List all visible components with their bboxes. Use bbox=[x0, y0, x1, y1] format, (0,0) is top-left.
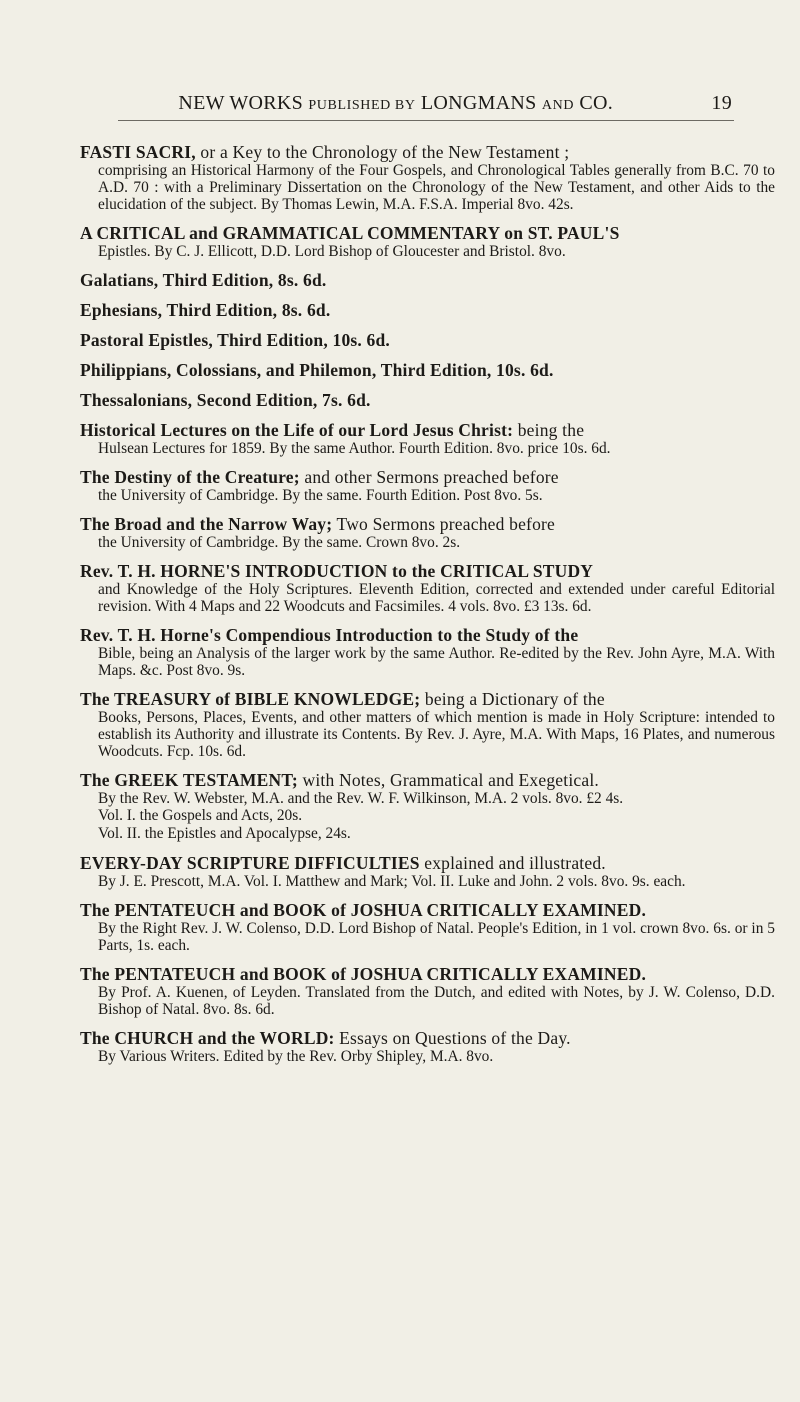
entry-body: By Various Writers. Edited by the Rev. Orby Shipley, M.A. 8vo. bbox=[98, 1048, 494, 1065]
catalogue-entry bbox=[80, 1028, 775, 1065]
catalogue-entry bbox=[80, 223, 775, 260]
running-head bbox=[120, 92, 732, 115]
entry-body: Bible, being an Analysis of the larger work by the same Author. Re-edited by the Rev. John Ayre, M.A. With Maps. &c. Post 8vo. 9s. bbox=[98, 645, 775, 679]
entry-body: the University of Cambridge. By the same. Crown 8vo. 2s. bbox=[98, 534, 461, 551]
entry-heading-rest: Essays on Questions of the Day. bbox=[334, 1028, 571, 1048]
entry-heading: Philippians, Colossians, and Philemon, Third Edition, 10s. 6d. bbox=[80, 360, 554, 380]
entry-body: comprising an Historical Harmony of the Four Gospels, and Chronological Tables generally from B.C. 70 to A.D. 70 : with a Preliminary Dissertation on the Chronology of the New Testament, and other Aids to the elucidation of the subject. By Thomas Lewin, M.A. F.S.A. Imperial 8vo. 42s. bbox=[98, 162, 775, 213]
entry-heading: Galatians, Third Edition, 8s. 6d. bbox=[80, 270, 327, 290]
entry-heading: Thessalonians, Second Edition, 7s. 6d. bbox=[80, 390, 371, 410]
catalogue-entry bbox=[80, 330, 775, 350]
volume-line: Vol. I. the Gospels and Acts, 20s. bbox=[98, 807, 303, 824]
catalogue-entry bbox=[80, 270, 775, 290]
entry-heading-rest: being the bbox=[513, 420, 585, 440]
entry-heading: The TREASURY of BIBLE KNOWLEDGE; bbox=[80, 689, 421, 709]
entry-heading-rest: with Notes, Grammatical and Exegetical. bbox=[297, 770, 599, 790]
entry-heading: The Broad and the Narrow Way; bbox=[80, 514, 333, 534]
catalogue-entry bbox=[80, 900, 775, 954]
entry-heading: Ephesians, Third Edition, 8s. 6d. bbox=[80, 300, 331, 320]
entry-body: and Knowledge of the Holy Scriptures. Eleventh Edition, corrected and extended under careful Editorial revision. With 4 Maps and 22 Woodcuts and Facsimiles. 4 vols. 8vo. £3 13s. 6d. bbox=[98, 581, 775, 615]
entry-heading: The CHURCH and the WORLD: bbox=[80, 1028, 335, 1048]
catalogue-entries bbox=[80, 142, 775, 1075]
entry-heading: The PENTATEUCH and BOOK of JOSHUA CRITICALLY EXAMINED. bbox=[80, 900, 647, 920]
catalogue-entry bbox=[80, 964, 775, 1018]
running-head-title: NEW WORKS PUBLISHED BY LONGMANS AND CO. bbox=[178, 92, 614, 114]
catalogue-entry bbox=[80, 561, 775, 615]
catalogue-entry bbox=[80, 142, 775, 213]
catalogue-entry bbox=[80, 300, 775, 320]
entry-heading-rest: Two Sermons preached before bbox=[332, 514, 556, 534]
entry-heading: Pastoral Epistles, Third Edition, 10s. 6d. bbox=[80, 330, 391, 350]
catalogue-entry bbox=[80, 420, 775, 457]
entry-heading-rest: explained and illustrated. bbox=[419, 853, 606, 873]
volume-line: Vol. II. the Epistles and Apocalypse, 24s. bbox=[98, 825, 351, 842]
page-number: 19 bbox=[711, 92, 732, 114]
entry-heading: A CRITICAL and GRAMMATICAL COMMENTARY on ST. PAUL'S bbox=[80, 223, 620, 243]
header-rule bbox=[118, 120, 734, 121]
entry-body: By the Rev. W. Webster, M.A. and the Rev. W. F. Wilkinson, M.A. 2 vols. 8vo. £2 4s. bbox=[98, 790, 624, 807]
catalogue-entry bbox=[80, 689, 775, 760]
entry-heading: EVERY-DAY SCRIPTURE DIFFICULTIES bbox=[80, 853, 420, 873]
entry-body: the University of Cambridge. By the same. Fourth Edition. Post 8vo. 5s. bbox=[98, 487, 543, 504]
entry-heading: The GREEK TESTAMENT; bbox=[80, 770, 298, 790]
entry-body: By the Right Rev. J. W. Colenso, D.D. Lord Bishop of Natal. People's Edition, in 1 vol. crown 8vo. 6s. or in 5 Parts, 1s. each. bbox=[98, 920, 775, 954]
catalogue-entry bbox=[80, 625, 775, 679]
catalogue-entry bbox=[80, 390, 775, 410]
entry-body: Books, Persons, Places, Events, and other matters of which mention is made in Holy Scripture: intended to establish its Authority and illustrate its Contents. By Rev. J. Ayre, M.A. With Maps, 16 Plates, and numerous Woodcuts. Fcp. 10s. 6d. bbox=[98, 709, 775, 760]
entry-heading: FASTI SACRI, bbox=[80, 142, 196, 162]
entry-heading: Historical Lectures on the Life of our Lord Jesus Christ: bbox=[80, 420, 514, 440]
catalogue-entry bbox=[80, 360, 775, 380]
entry-heading-rest: being a Dictionary of the bbox=[420, 689, 605, 709]
entry-body: By J. E. Prescott, M.A. Vol. I. Matthew and Mark; Vol. II. Luke and John. 2 vols. 8vo. 9s. each. bbox=[98, 873, 686, 890]
entry-heading-rest: and other Sermons preached before bbox=[299, 467, 559, 487]
entry-body: Hulsean Lectures for 1859. By the same Author. Fourth Edition. 8vo. price 10s. 6d. bbox=[98, 440, 611, 457]
catalogue-entry bbox=[80, 770, 775, 843]
catalogue-entry bbox=[80, 467, 775, 504]
entry-body: Epistles. By C. J. Ellicott, D.D. Lord Bishop of Gloucester and Bristol. 8vo. bbox=[98, 243, 566, 260]
entry-heading: The PENTATEUCH and BOOK of JOSHUA CRITICALLY EXAMINED. bbox=[80, 964, 647, 984]
catalogue-entry bbox=[80, 514, 775, 551]
catalogue-entry bbox=[80, 853, 775, 890]
entry-heading-rest: or a Key to the Chronology of the New Testament ; bbox=[195, 142, 570, 162]
entry-body: By Prof. A. Kuenen, of Leyden. Translated from the Dutch, and edited with Notes, by J. W. Colenso, D.D. Bishop of Natal. 8vo. 8s. 6d. bbox=[98, 984, 775, 1018]
entry-heading: Rev. T. H. Horne's Compendious Introduction to the Study of the bbox=[80, 625, 579, 645]
entry-heading: Rev. T. H. HORNE'S INTRODUCTION to the CRITICAL STUDY bbox=[80, 561, 594, 581]
entry-heading: The Destiny of the Creature; bbox=[80, 467, 300, 487]
